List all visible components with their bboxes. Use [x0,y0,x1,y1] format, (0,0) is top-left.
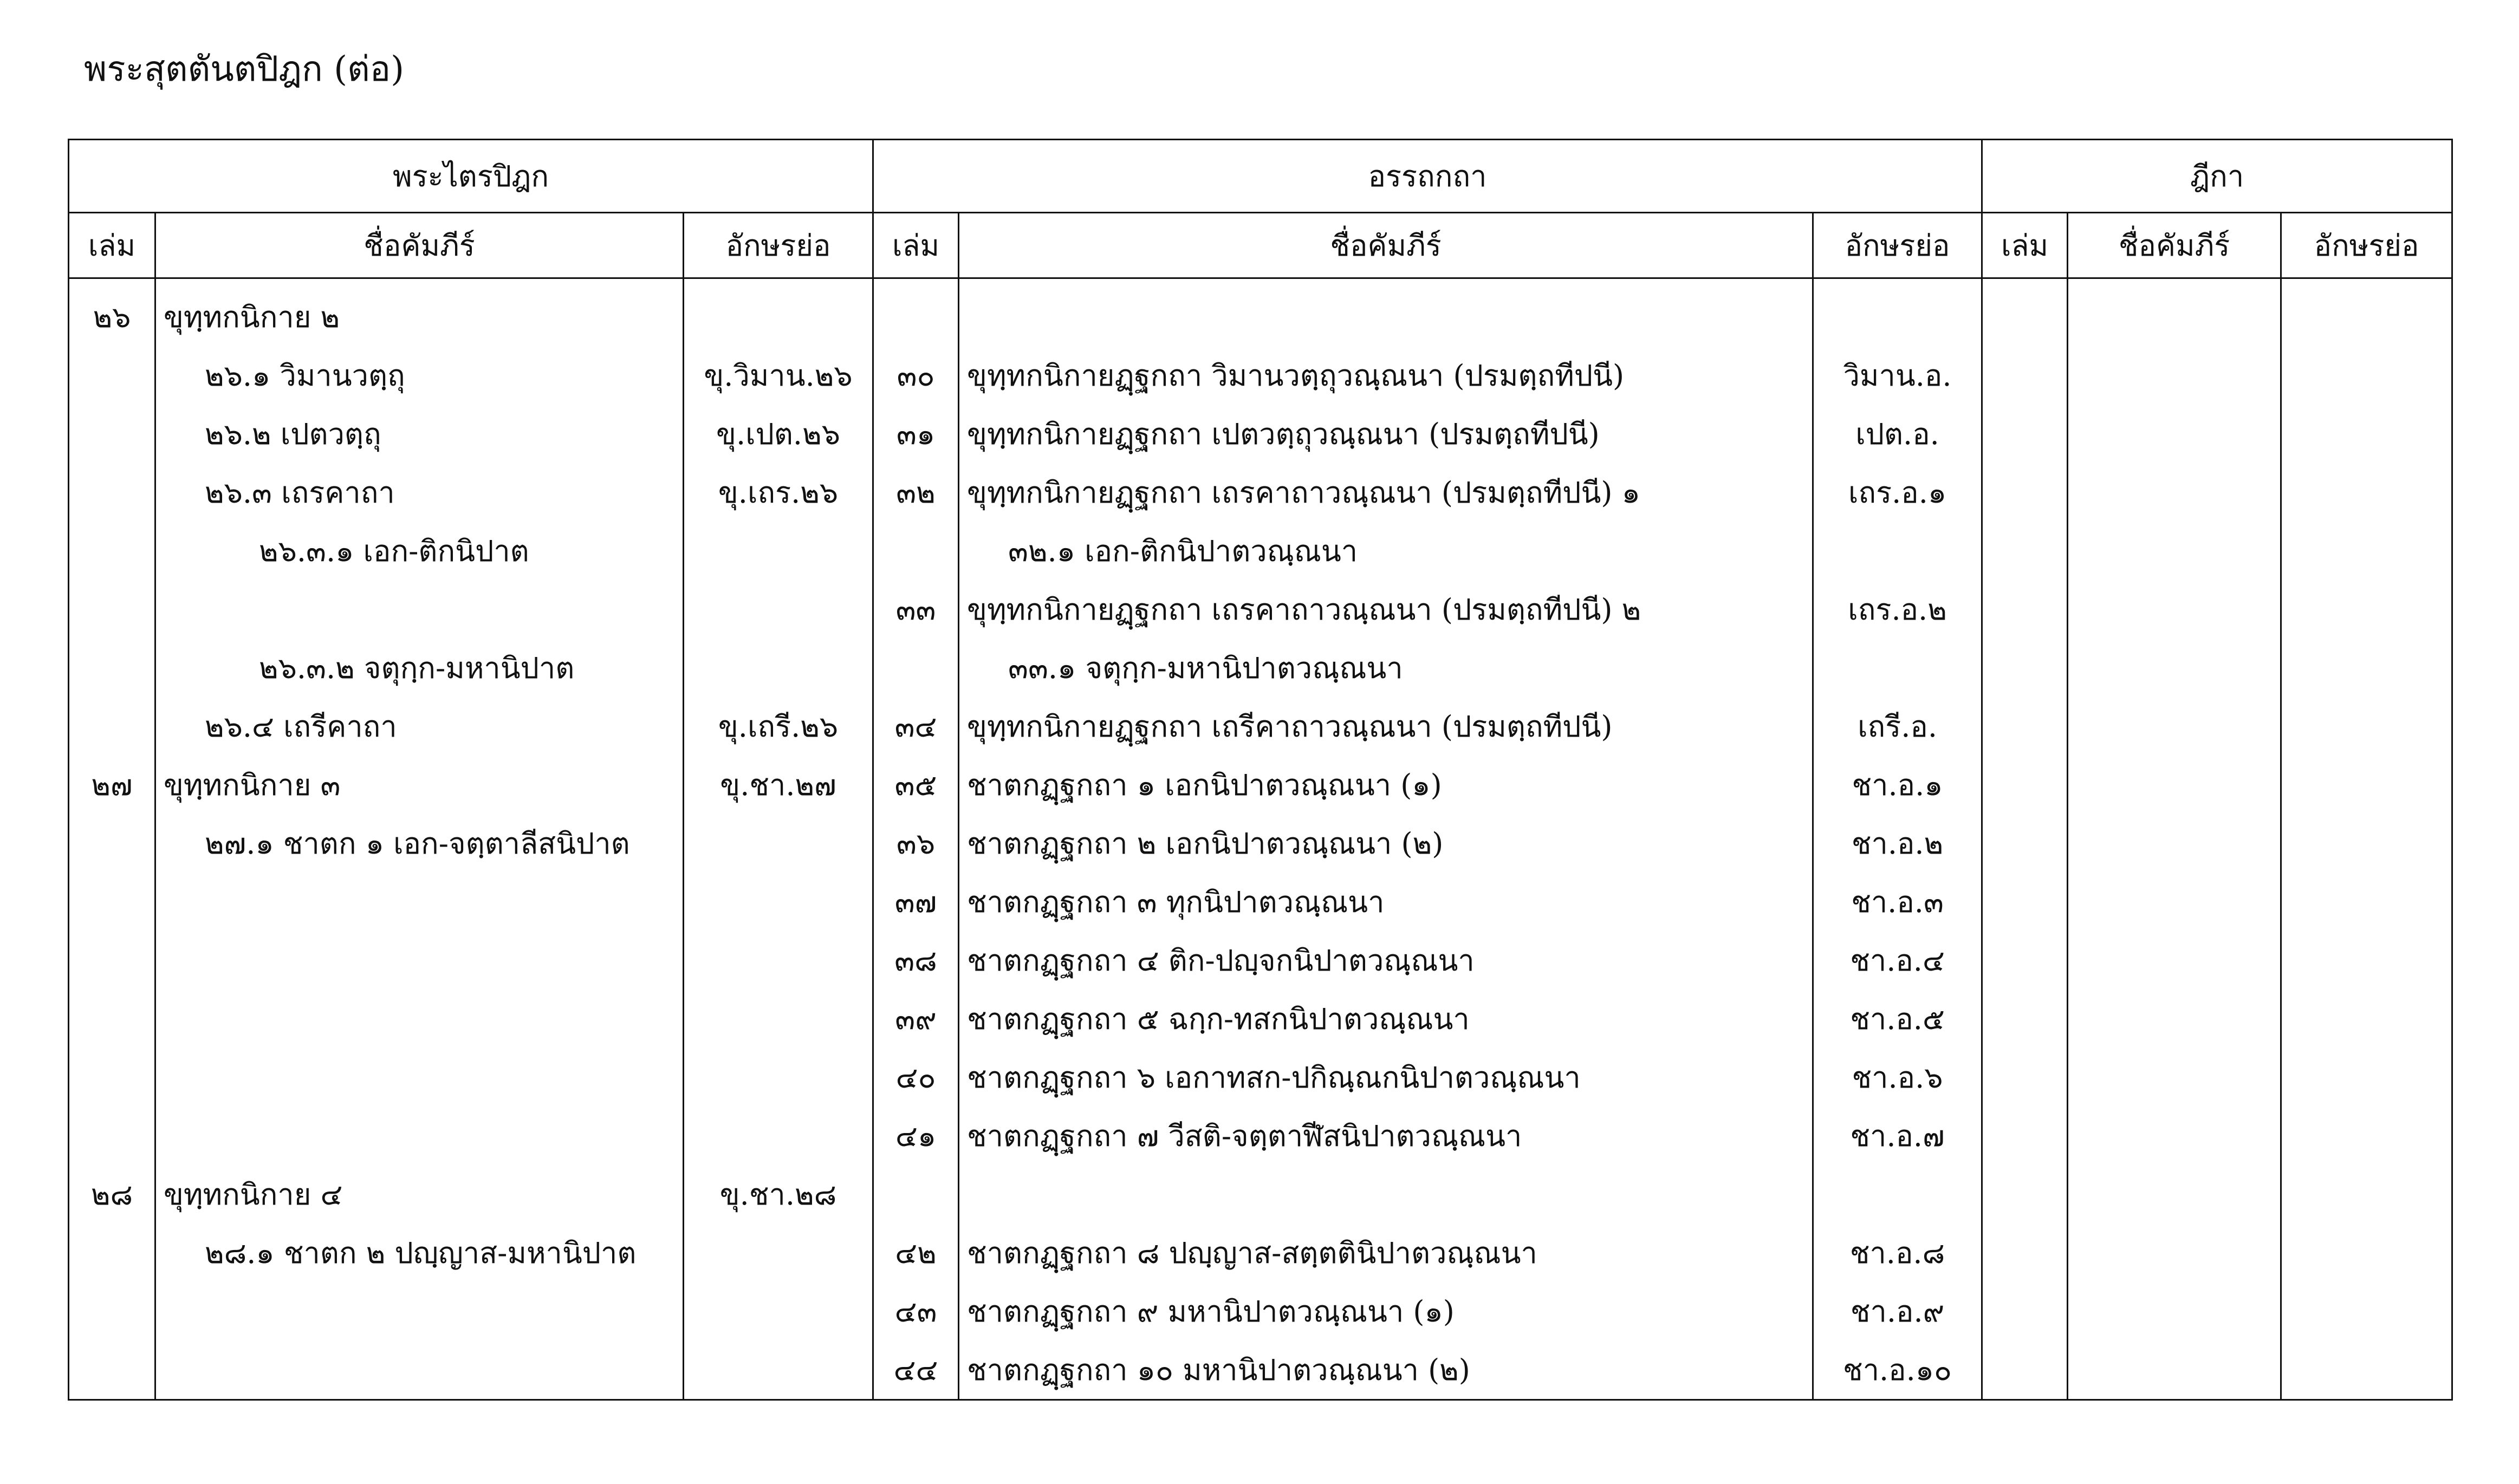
tipitaka-volume-cell [69,873,155,931]
tika-volume-cell [1982,1223,2068,1282]
tipitaka-abbr-cell [684,1340,873,1400]
tika-title-cell [2068,1165,2281,1223]
tika-abbr-cell [2281,814,2452,873]
atthakatha-abbr-cell: ชา.อ.๓ [1813,873,1982,931]
tika-volume-cell [1982,697,2068,756]
table-row [69,1340,2452,1400]
tika-abbr-cell [2281,990,2452,1048]
tika-abbr-cell [2281,580,2452,639]
table-row [69,580,2452,639]
atthakatha-volume-cell: ๔๑ [873,1107,959,1165]
atthakatha-abbr-cell: ชา.อ.๗ [1813,1107,1982,1165]
col-header-atthakatha-volume: เล่ม [873,213,959,278]
atthakatha-abbr-cell: ชา.อ.๒ [1813,814,1982,873]
tika-abbr-cell [2281,931,2452,990]
tipitaka-abbr-cell: ขุ.เถรี.๒๖ [684,697,873,756]
table-row [69,463,2452,522]
tika-title-cell [2068,1223,2281,1282]
tipitaka-title-cell: ๒๗.๑ ชาตก ๑ เอก-จตฺตาลีสนิปาต [155,814,684,873]
tipitaka-title-cell: ๒๖.๓.๒ จตุกฺก-มหานิปาต [155,639,684,697]
tipitaka-abbr-cell [684,1282,873,1340]
tipitaka-abbr-cell [684,278,873,347]
tika-volume-cell [1982,873,2068,931]
tika-title-cell [2068,931,2281,990]
atthakatha-abbr-cell: ชา.อ.๖ [1813,1048,1982,1107]
tika-volume-cell [1982,1165,2068,1223]
table-row [69,1282,2452,1340]
atthakatha-title-cell: ขุทฺทกนิกายฏฺฐกถา เถรคาถาวณฺณนา (ปรมตฺถทีปนี) ๒ [959,580,1813,639]
tipitaka-volume-cell [69,522,155,580]
col-header-tika-volume: เล่ม [1982,213,2068,278]
table-row [69,522,2452,580]
tipitaka-volume-cell [69,990,155,1048]
tika-title-cell [2068,405,2281,463]
tika-title-cell [2068,1048,2281,1107]
tika-title-cell [2068,463,2281,522]
tika-title-cell [2068,639,2281,697]
tika-abbr-cell [2281,278,2452,347]
atthakatha-volume-cell: ๓๙ [873,990,959,1048]
tipitaka-title-cell [155,873,684,931]
tika-title-cell [2068,756,2281,814]
atthakatha-volume-cell: ๓๘ [873,931,959,990]
atthakatha-abbr-cell: ชา.อ.๑ [1813,756,1982,814]
tika-volume-cell [1982,1107,2068,1165]
tika-abbr-cell [2281,756,2452,814]
tika-volume-cell [1982,405,2068,463]
atthakatha-title-cell: ขุทฺทกนิกายฏฺฐกถา เปตวตฺถุวณฺณนา (ปรมตฺถทีปนี) [959,405,1813,463]
table-row [69,1107,2452,1165]
table-row [69,814,2452,873]
tipitaka-abbr-cell: ขุ.เถร.๒๖ [684,463,873,522]
tipitaka-volume-cell [69,1340,155,1400]
atthakatha-title-cell: ขุทฺทกนิกายฏฺฐกถา เถรคาถาวณฺณนา (ปรมตฺถทีปนี) ๑ [959,463,1813,522]
tika-abbr-cell [2281,405,2452,463]
tika-abbr-cell [2281,873,2452,931]
tipitaka-volume-cell [69,697,155,756]
group-header-atthakatha: อรรถกถา [873,140,1982,213]
tika-title-cell [2068,580,2281,639]
canon-index-table [68,139,2453,1401]
tika-title-cell [2068,814,2281,873]
tipitaka-title-cell [155,580,684,639]
col-header-atthakatha-title: ชื่อคัมภีร์ [959,213,1813,278]
atthakatha-abbr-cell: ชา.อ.๘ [1813,1223,1982,1282]
atthakatha-title-cell: ชาตกฏฺฐกถา ๑ เอกนิปาตวณฺณนา (๑) [959,756,1813,814]
tipitaka-volume-cell [69,463,155,522]
atthakatha-title-cell: ชาตกฏฺฐกถา ๕ ฉกฺก-ทสกนิปาตวณฺณนา [959,990,1813,1048]
tika-volume-cell [1982,522,2068,580]
atthakatha-title-cell: ชาตกฏฺฐกถา ๒ เอกนิปาตวณฺณนา (๒) [959,814,1813,873]
tipitaka-abbr-cell: ขุ.ชา.๒๗ [684,756,873,814]
tipitaka-volume-cell [69,639,155,697]
atthakatha-volume-cell: ๔๐ [873,1048,959,1107]
tipitaka-title-cell: ๒๖.๑ วิมานวตฺถุ [155,346,684,405]
atthakatha-volume-cell: ๓๓ [873,580,959,639]
atthakatha-abbr-cell: ชา.อ.๕ [1813,990,1982,1048]
atthakatha-abbr-cell [1813,1165,1982,1223]
atthakatha-volume-cell [873,639,959,697]
tipitaka-volume-cell [69,814,155,873]
atthakatha-title-cell: ๓๒.๑ เอก-ติกนิปาตวณฺณนา [959,522,1813,580]
atthakatha-title-cell: ชาตกฏฺฐกถา ๓ ทุกนิปาตวณฺณนา [959,873,1813,931]
tipitaka-abbr-cell: ขุ.วิมาน.๒๖ [684,346,873,405]
tika-abbr-cell [2281,697,2452,756]
tika-title-cell [2068,346,2281,405]
column-header-row [69,213,2452,278]
atthakatha-title-cell: ชาตกฏฺฐกถา ๙ มหานิปาตวณฺณนา (๑) [959,1282,1813,1340]
atthakatha-abbr-cell [1813,278,1982,347]
table-row [69,931,2452,990]
atthakatha-volume-cell: ๓๕ [873,756,959,814]
tika-volume-cell [1982,278,2068,347]
tipitaka-abbr-cell: ขุ.เปต.๒๖ [684,405,873,463]
col-header-tipitaka-volume: เล่ม [69,213,155,278]
tipitaka-volume-cell: ๒๖ [69,278,155,347]
tipitaka-abbr-cell [684,873,873,931]
tika-volume-cell [1982,814,2068,873]
tipitaka-abbr-cell [684,1048,873,1107]
atthakatha-abbr-cell: เถรี.อ. [1813,697,1982,756]
atthakatha-abbr-cell: เปต.อ. [1813,405,1982,463]
table-row [69,873,2452,931]
tika-volume-cell [1982,1048,2068,1107]
tika-abbr-cell [2281,522,2452,580]
atthakatha-title-cell [959,278,1813,347]
tika-abbr-cell [2281,346,2452,405]
tika-volume-cell [1982,1282,2068,1340]
tika-title-cell [2068,1340,2281,1400]
atthakatha-title-cell: ชาตกฏฺฐกถา ๔ ติก-ปญฺจกนิปาตวณฺณนา [959,931,1813,990]
atthakatha-title-cell: ชาตกฏฺฐกถา ๗ วีสติ-จตฺตาฬีสนิปาตวณฺณนา [959,1107,1813,1165]
col-header-tika-title: ชื่อคัมภีร์ [2068,213,2281,278]
atthakatha-abbr-cell: เถร.อ.๒ [1813,580,1982,639]
tipitaka-title-cell [155,1048,684,1107]
tika-abbr-cell [2281,1223,2452,1282]
atthakatha-title-cell: ขุทฺทกนิกายฏฺฐกถา วิมานวตฺถุวณฺณนา (ปรมตฺถทีปนี) [959,346,1813,405]
tipitaka-title-cell [155,1340,684,1400]
tipitaka-volume-cell [69,1048,155,1107]
tipitaka-abbr-cell [684,1107,873,1165]
tipitaka-abbr-cell [684,931,873,990]
tipitaka-title-cell: ขุทฺทกนิกาย ๓ [155,756,684,814]
tika-abbr-cell [2281,1165,2452,1223]
atthakatha-abbr-cell [1813,522,1982,580]
tika-abbr-cell [2281,1340,2452,1400]
atthakatha-volume-cell [873,278,959,347]
tipitaka-volume-cell [69,580,155,639]
tika-volume-cell [1982,931,2068,990]
tipitaka-volume-cell: ๒๗ [69,756,155,814]
col-header-tika-abbr: อักษรย่อ [2281,213,2452,278]
tika-abbr-cell [2281,1048,2452,1107]
atthakatha-abbr-cell: ชา.อ.๔ [1813,931,1982,990]
tipitaka-volume-cell [69,1223,155,1282]
tipitaka-title-cell: ๒๖.๓ เถรคาถา [155,463,684,522]
col-header-tipitaka-title: ชื่อคัมภีร์ [155,213,684,278]
atthakatha-title-cell [959,1165,1813,1223]
tika-volume-cell [1982,756,2068,814]
atthakatha-volume-cell: ๓๐ [873,346,959,405]
tika-volume-cell [1982,990,2068,1048]
table-row [69,405,2452,463]
table-row [69,1165,2452,1223]
atthakatha-volume-cell: ๓๔ [873,697,959,756]
table-row [69,990,2452,1048]
tika-title-cell [2068,278,2281,347]
tipitaka-title-cell: ๒๖.๔ เถรีคาถา [155,697,684,756]
tika-abbr-cell [2281,1282,2452,1340]
atthakatha-title-cell: ขุทฺทกนิกายฏฺฐกถา เถรีคาถาวณฺณนา (ปรมตฺถทีปนี) [959,697,1813,756]
tipitaka-title-cell [155,990,684,1048]
group-header-tipitaka: พระไตรปิฎก [69,140,873,213]
table-row [69,1048,2452,1107]
tipitaka-abbr-cell [684,522,873,580]
atthakatha-abbr-cell: เถร.อ.๑ [1813,463,1982,522]
tipitaka-abbr-cell: ขุ.ชา.๒๘ [684,1165,873,1223]
tika-title-cell [2068,522,2281,580]
tipitaka-title-cell: ขุทฺทกนิกาย ๔ [155,1165,684,1223]
table-row [69,697,2452,756]
atthakatha-abbr-cell: ชา.อ.๙ [1813,1282,1982,1340]
atthakatha-title-cell: ๓๓.๑ จตุกฺก-มหานิปาตวณฺณนา [959,639,1813,697]
tipitaka-title-cell: ๒๖.๒ เปตวตฺถุ [155,405,684,463]
table-row [69,1223,2452,1282]
tipitaka-abbr-cell [684,1223,873,1282]
atthakatha-abbr-cell: วิมาน.อ. [1813,346,1982,405]
tika-title-cell [2068,697,2281,756]
tipitaka-volume-cell [69,1282,155,1340]
page-title: พระสุตตันตปิฎก (ต่อ) [84,49,405,89]
tika-volume-cell [1982,639,2068,697]
col-header-atthakatha-abbr: อักษรย่อ [1813,213,1982,278]
tipitaka-abbr-cell [684,639,873,697]
table-row [69,278,2452,347]
atthakatha-title-cell: ชาตกฏฺฐกถา ๑๐ มหานิปาตวณฺณนา (๒) [959,1340,1813,1400]
tika-title-cell [2068,873,2281,931]
tipitaka-title-cell [155,931,684,990]
atthakatha-abbr-cell: ชา.อ.๑๐ [1813,1340,1982,1400]
atthakatha-volume-cell: ๔๓ [873,1282,959,1340]
atthakatha-volume-cell [873,522,959,580]
tika-volume-cell [1982,1340,2068,1400]
atthakatha-volume-cell: ๓๒ [873,463,959,522]
table-row [69,756,2452,814]
tika-volume-cell [1982,580,2068,639]
tipitaka-title-cell: ๒๖.๓.๑ เอก-ติกนิปาต [155,522,684,580]
atthakatha-title-cell: ชาตกฏฺฐกถา ๘ ปญฺญาส-สตฺตตินิปาตวณฺณนา [959,1223,1813,1282]
tipitaka-title-cell [155,1282,684,1340]
atthakatha-volume-cell: ๓๑ [873,405,959,463]
atthakatha-volume-cell: ๔๔ [873,1340,959,1400]
atthakatha-volume-cell: ๓๗ [873,873,959,931]
table-body [69,278,2452,1400]
table-row [69,346,2452,405]
table-row [69,639,2452,697]
tika-abbr-cell [2281,1107,2452,1165]
tika-abbr-cell [2281,639,2452,697]
atthakatha-volume-cell: ๓๖ [873,814,959,873]
tika-abbr-cell [2281,463,2452,522]
group-header-tika: ฎีกา [1982,140,2452,213]
atthakatha-volume-cell [873,1165,959,1223]
tipitaka-volume-cell [69,346,155,405]
tipitaka-volume-cell [69,931,155,990]
tipitaka-abbr-cell [684,990,873,1048]
tika-title-cell [2068,990,2281,1048]
tipitaka-volume-cell [69,1107,155,1165]
group-header-row [69,140,2452,213]
atthakatha-title-cell: ชาตกฏฺฐกถา ๖ เอกาทสก-ปกิณฺณกนิปาตวณฺณนา [959,1048,1813,1107]
atthakatha-volume-cell: ๔๒ [873,1223,959,1282]
tipitaka-title-cell [155,1107,684,1165]
col-header-tipitaka-abbr: อักษรย่อ [684,213,873,278]
tika-volume-cell [1982,346,2068,405]
tipitaka-abbr-cell [684,580,873,639]
tipitaka-volume-cell [69,405,155,463]
tipitaka-title-cell: ขุทฺทกนิกาย ๒ [155,278,684,347]
tika-volume-cell [1982,463,2068,522]
tika-title-cell [2068,1107,2281,1165]
tipitaka-abbr-cell [684,814,873,873]
tipitaka-volume-cell: ๒๘ [69,1165,155,1223]
atthakatha-abbr-cell [1813,639,1982,697]
tika-title-cell [2068,1282,2281,1340]
tipitaka-title-cell: ๒๘.๑ ชาตก ๒ ปญฺญาส-มหานิปาต [155,1223,684,1282]
